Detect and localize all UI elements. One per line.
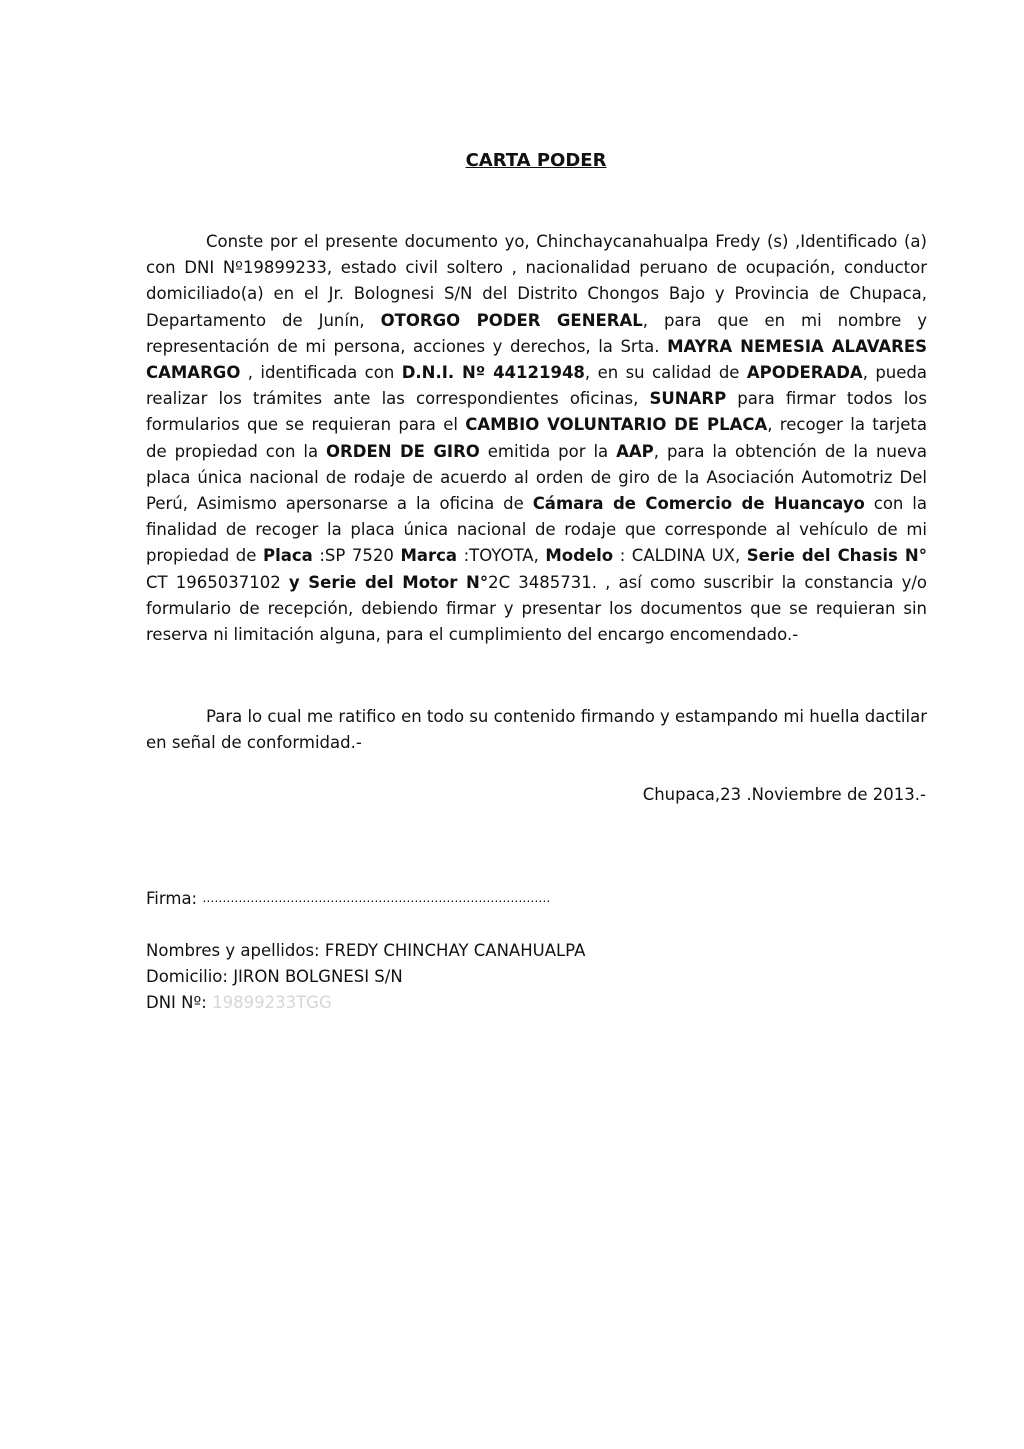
domicilio-value: JIRON BOLGNESI S/N [233, 967, 403, 986]
text-segment: :SP 7520 [312, 546, 401, 566]
bold-segment: Placa [263, 546, 313, 566]
bold-segment: MAYRA NEMESIA ALAVARES CAMARGO [146, 336, 927, 383]
bold-segment: D.N.I. Nº 44121948 [401, 363, 585, 383]
text-segment: 2C 3485731. , así como suscribir la constancia y/o formulario de recepción, debiendo firmar y presentar los documentos que se requieran sin reserva ni limitación alguna, para el cumplimiento del encargo encomendado.- [146, 572, 927, 645]
bold-segment: y Serie del Motor N° [288, 572, 489, 592]
text-segment: Conste por el presente documento yo, Chinchaycanahualpa Fredy (s) ,Identificado (a) con DNI Nº19899233, estado civil soltero , nacionalidad peruano de ocupación, conductor domiciliado(a) en el Jr. Bolognesi S/N del Distrito Chongos Bajo y Provincia de Chupaca, Departamento de Junín, [146, 232, 927, 330]
text-segment: : CALDINA UX, [613, 546, 747, 566]
text-segment: , en su calidad de [584, 363, 747, 383]
names-value: FREDY CHINCHAY CANAHUALPA [324, 941, 586, 960]
text-segment: para firmar todos los formularios que se requieran para el [146, 389, 927, 435]
dni-label: DNI Nº: [146, 993, 207, 1012]
bold-segment: SUNARP [649, 389, 727, 409]
bold-segment: Cámara de Comercio de Huancayo [532, 494, 865, 514]
signature-line [146, 889, 550, 908]
bold-segment: Marca [400, 546, 458, 566]
text-segment: , recoger la tarjeta de propiedad con la [146, 415, 927, 461]
bold-segment: Modelo [545, 546, 614, 566]
bold-segment: CAMBIO VOLUNTARIO DE PLACA [465, 415, 768, 435]
text-segment: CT 1965037102 [146, 572, 289, 592]
main-paragraph [146, 229, 927, 648]
date-line: Chupaca,23 .Noviembre de 2013.- [642, 785, 926, 804]
bold-segment: AAP [616, 441, 654, 461]
ratification-text: Para lo cual me ratifico en todo su contenido firmando y estampando mi huella dactilar en señal de conformidad.- [146, 707, 927, 753]
names-label: Nombres y apellidos: [146, 941, 320, 960]
ratification-paragraph [146, 704, 927, 756]
text-segment: , para la obtención de la nueva placa única nacional de rodaje de acuerdo al orden de giro de la Asociación Automotriz Del Perú, Asimismo apersonarse a la oficina de [146, 441, 927, 514]
signature-dotted-line: …………………………………………………………………………… [202, 891, 551, 905]
domicilio-label: Domicilio: [146, 967, 228, 986]
text-segment: , pueda realizar los trámites ante las correspondientes oficinas, [146, 363, 927, 409]
names-line [146, 941, 585, 960]
bold-segment: Serie del Chasis N° [746, 546, 927, 566]
text-segment: , para que en mi nombre y representación de mi persona, acciones y derechos, la Srta. [146, 310, 928, 356]
bold-segment: OTORGO PODER GENERAL [380, 310, 643, 330]
domicilio-line [146, 967, 403, 986]
text-segment: , identificada con [240, 363, 402, 383]
firma-label: Firma: [146, 889, 198, 908]
bold-segment: ORDEN DE GIRO [326, 441, 480, 461]
text-segment: emitida por la [479, 441, 617, 461]
dni-value: 19899233TGG [212, 993, 332, 1012]
document-title: CARTA PODER [465, 150, 607, 171]
text-segment: con la finalidad de recoger la placa única nacional de rodaje que corresponde al vehículo de mi propiedad de [146, 494, 927, 566]
dni-line [146, 993, 332, 1012]
text-segment: :TOYOTA, [457, 546, 546, 566]
bold-segment: APODERADA [746, 363, 863, 383]
